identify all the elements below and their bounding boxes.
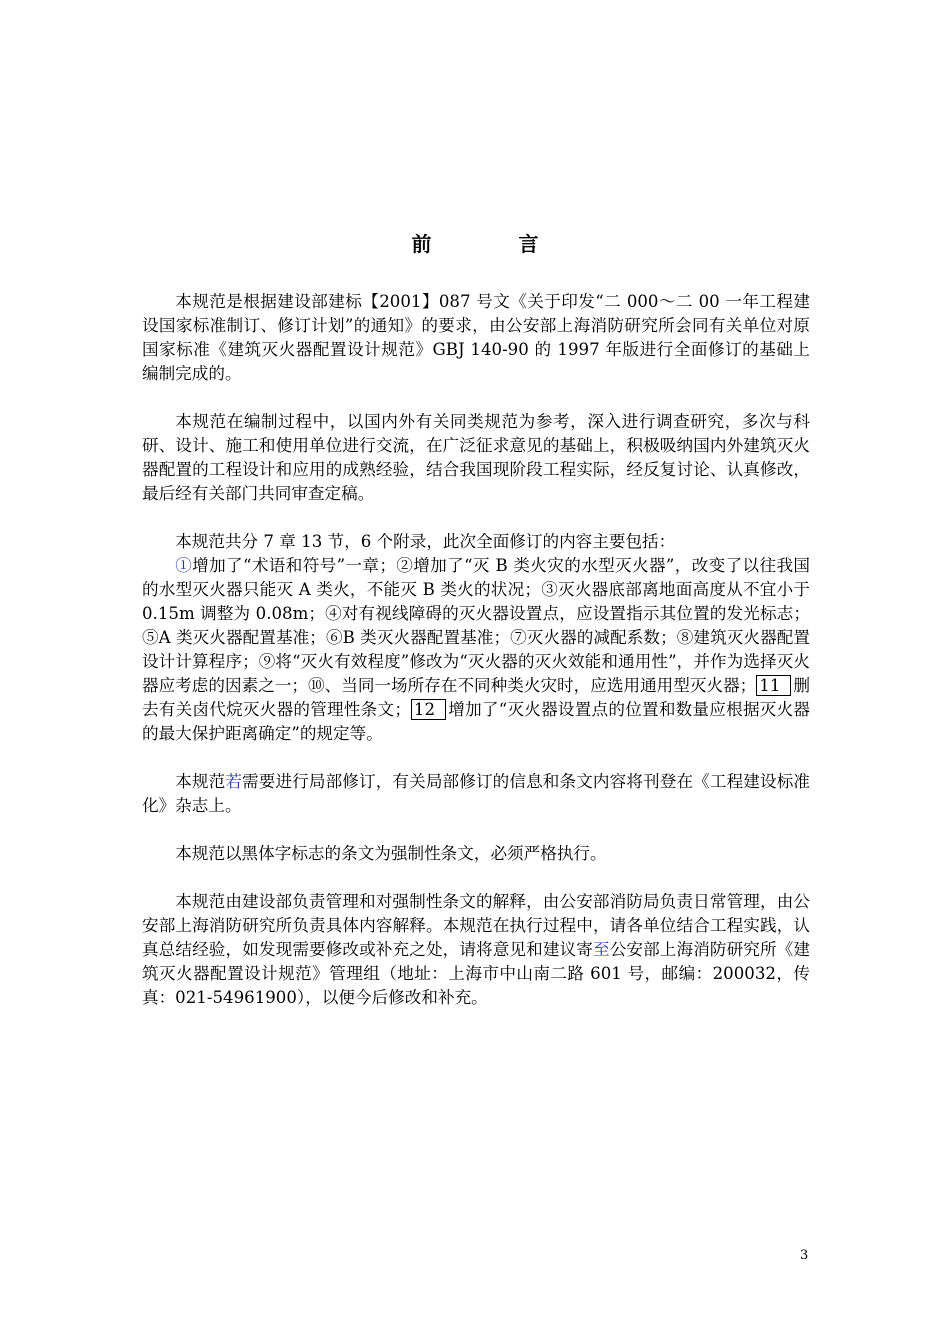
management-text-start: 本规范由建设部负责管理和对强制性条文的解释，由公安部消防局负责日常管理，由公安部上海消防研究所负责具体内容解释。本规范在执行过程中，请各单位结合工程实践，认真总结经验，如发现需要修改或补充之处，请将意见和建议寄 [142,892,810,959]
revision-items-1-to-10: 增加了“术语和符号”一章；②增加了“灭 B 类火灾的水型灭火器”，改变了以往我国的水型灭火器只能灭 A 类火，不能灭 B 类火的状况；③灭火器底部离地面高度从不宜小于 0.15m 调整为 0.08m；④对有视线障碍的灭火器设置点，应设置指示其位置的发光标志；⑤A 类灭火器配置基准；⑥B 类灭火器配置基准；⑦灭火器的减配系数；⑧建筑灭火器配置设计计算程序；⑨将“灭火有效程度”修改为“灭火器的灭火效能和通用性”，并作为选择灭火器应考虑的因素之一；⑩、当同一场所存在不同种类火灾时，应选用通用型灭火器； [142,556,810,695]
paragraph-origin: 本规范是根据建设部建标【2001】087 号文《关于印发“二 000～二 00 一年工程建设国家标准制订、修订计划”的通知》的要求，由公安部上海消防研究所会同有关单位对原国家标准《建筑灭火器配置设计规范》GBJ 140-90 的 1997 年版进行全面修订的基础上编制完成的。 [142,292,810,383]
revision-item-12: 增加了“灭火器设置点的位置和数量应根据灭火器的最大保护距离确定”的规定等。 [142,700,811,743]
item-marker-1: ① [175,556,193,575]
revision-item-11: 删去有关卤代烷灭火器的管理性条文； [142,676,811,719]
page-title: 前 言 [411,232,579,256]
page-number: 3 [800,1248,809,1263]
paragraph-local-revision [142,770,810,818]
local-revision-text-end: 需要进行局部修订，有关局部修订的信息和条文内容将刊登在《工程建设标准化》杂志上。 [142,772,811,815]
item-marker-12: 12 [411,699,446,720]
paragraph-process: 本规范在编制过程中，以国内外有关同类规范为参考，深入进行调查研究，多次与科研、设计、施工和使用单位进行交流，在广泛征求意见的基础上，积极吸纳国内外建筑灭火器配置的工程设计和应用的成熟经验，结合我国现阶段工程实际，经反复讨论、认真修改，最后经有关部门共同审查定稿。 [142,412,810,503]
local-revision-highlight: 若 [225,772,243,791]
paragraph-revision-list [142,554,810,746]
management-text-end: 公安部上海消防研究所《建筑灭火器配置设计规范》管理组（地址：上海市中山南二路 601 号，邮编：200032，传真：021-54961900），以便今后修改和补充。 [142,940,811,1007]
item-marker-11: 11 [756,675,791,696]
document-body [142,290,810,1034]
paragraph-management [142,890,810,1010]
management-highlight: 至 [592,940,610,959]
paragraph-scope: 本规范共分 7 章 13 节，6 个附录，此次全面修订的内容主要包括： [175,532,676,551]
paragraph-mandatory: 本规范以黑体字标志的条文为强制性条文，必须严格执行。 [175,844,607,863]
local-revision-text-start: 本规范 [175,772,226,791]
